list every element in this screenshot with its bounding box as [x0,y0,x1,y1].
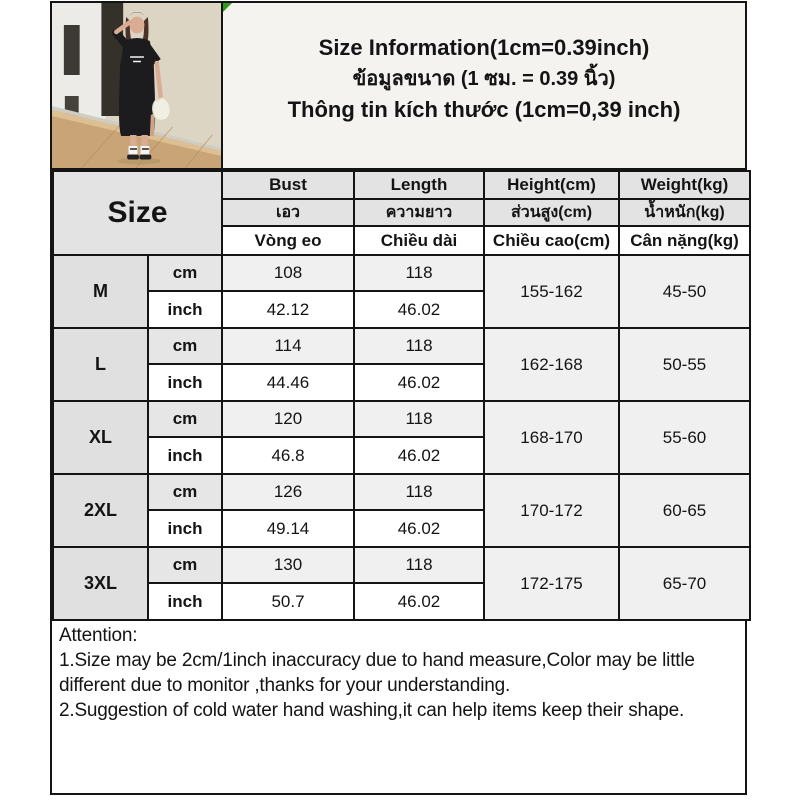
white-handbag [153,98,171,120]
col-header-length-vi: Chiều dài [354,226,484,255]
weight-range-value: 50-55 [619,328,750,401]
height-range-value: 162-168 [484,328,619,401]
unit-inch-label: inch [148,583,222,620]
product-photo [52,3,223,168]
col-header-weight-vi: Cân nặng(kg) [619,226,750,255]
length-cm-value: 118 [354,401,484,437]
length-cm-value: 118 [354,474,484,510]
col-header-height-vi: Chiều cao(cm) [484,226,619,255]
table-row [53,401,750,437]
size-chart-sheet [50,1,747,795]
left-sandal [127,155,139,160]
unit-inch-label: inch [148,364,222,401]
table-row [53,255,750,291]
height-range-value: 168-170 [484,401,619,474]
length-inch-value: 46.02 [354,437,484,474]
unit-cm-label: cm [148,255,222,291]
product-photo-illustration [52,3,221,168]
unit-inch-label: inch [148,291,222,328]
length-cm-value: 118 [354,255,484,291]
header-row-english [53,171,750,199]
size-label-3xl: 3XL [53,547,148,620]
unit-inch-label: inch [148,510,222,547]
size-label-m: M [53,255,148,328]
bust-cm-value: 130 [222,547,354,583]
attention-section [52,621,745,793]
figure-shadow [117,158,160,165]
col-header-bust-vi: Vòng eo [222,226,354,255]
bust-inch-value: 50.7 [222,583,354,620]
size-label-xl: XL [53,401,148,474]
bust-inch-value: 49.14 [222,510,354,547]
col-header-weight-th: น้ำหนัก(kg) [619,199,750,226]
length-inch-value: 46.02 [354,510,484,547]
weight-range-value: 60-65 [619,474,750,547]
unit-cm-label: cm [148,328,222,364]
table-row [53,328,750,364]
size-info-title-block [223,3,745,168]
height-range-value: 170-172 [484,474,619,547]
size-label-l: L [53,328,148,401]
col-header-height-en: Height(cm) [484,171,619,199]
bust-inch-value: 44.46 [222,364,354,401]
attention-line-2: 2.Suggestion of cold water hand washing,it can help items keep their shape. [59,700,685,721]
length-inch-value: 46.02 [354,583,484,620]
col-header-length-th: ความยาว [354,199,484,226]
col-header-bust-en: Bust [222,171,354,199]
col-header-bust-th: เอว [222,199,354,226]
bust-cm-value: 126 [222,474,354,510]
bust-cm-value: 108 [222,255,354,291]
unit-cm-label: cm [148,474,222,510]
size-header-cell: Size [53,171,222,255]
top-block [52,3,745,170]
size-label-2xl: 2XL [53,474,148,547]
col-header-length-en: Length [354,171,484,199]
attention-line-1: 1.Size may be 2cm/1inch inaccuracy due to hand measure,Color may be little different due to monitor ,thanks for your understanding. [59,650,695,696]
green-corner-marker [223,3,232,12]
right-sandal [139,155,151,160]
bust-cm-value: 120 [222,401,354,437]
title-english: Size Information(1cm=0.39inch) [318,34,650,60]
height-range-value: 155-162 [484,255,619,328]
title-thai: ข้อมูลขนาด (1 ซม. = 0.39 นิ้ว) [352,67,616,90]
weight-range-value: 55-60 [619,401,750,474]
unit-cm-label: cm [148,547,222,583]
bust-inch-value: 42.12 [222,291,354,328]
bust-cm-value: 114 [222,328,354,364]
table-row [53,547,750,583]
table-row [53,474,750,510]
col-header-height-th: ส่วนสูง(cm) [484,199,619,226]
bust-inch-value: 46.8 [222,437,354,474]
face [130,17,145,34]
height-range-value: 172-175 [484,547,619,620]
col-header-weight-en: Weight(kg) [619,171,750,199]
wall-frame-upper [64,25,80,75]
unit-cm-label: cm [148,401,222,437]
size-table [52,170,751,621]
length-cm-value: 118 [354,547,484,583]
black-dress [119,38,155,136]
length-cm-value: 118 [354,328,484,364]
weight-range-value: 65-70 [619,547,750,620]
weight-range-value: 45-50 [619,255,750,328]
title-vietnamese: Thông tin kích thước (1cm=0,39 inch) [287,96,681,122]
attention-title: Attention: [59,625,138,646]
unit-inch-label: inch [148,437,222,474]
length-inch-value: 46.02 [354,364,484,401]
length-inch-value: 46.02 [354,291,484,328]
